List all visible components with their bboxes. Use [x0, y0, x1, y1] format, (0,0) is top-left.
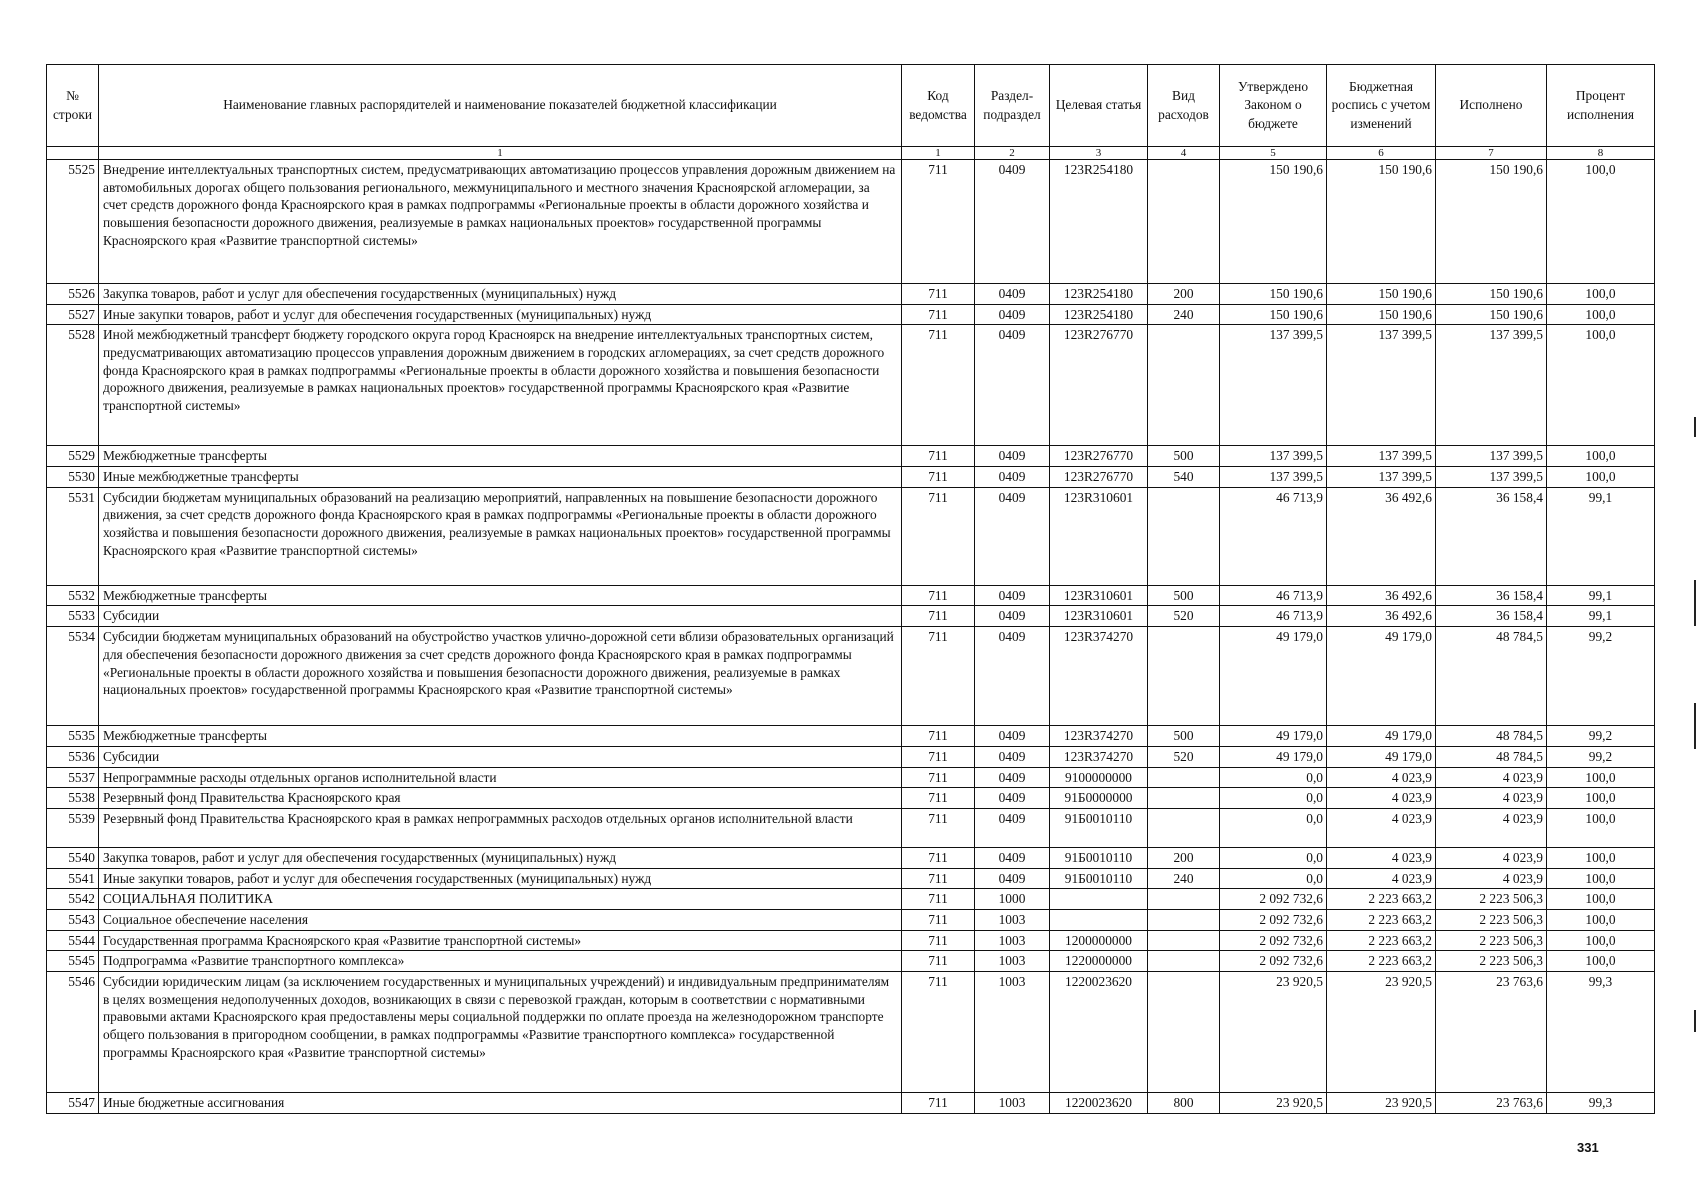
- executed-cell: 36 158,4: [1436, 585, 1547, 606]
- column-index-row: [47, 147, 1655, 160]
- percent-cell: 99,3: [1547, 1093, 1655, 1114]
- table-row: [47, 1093, 1655, 1114]
- approved-cell: 0,0: [1220, 788, 1327, 809]
- row-number-cell: 5538: [47, 788, 99, 809]
- section-cell: 0409: [975, 585, 1050, 606]
- table-row: [47, 606, 1655, 627]
- column-index: 1: [902, 147, 975, 160]
- budget-plan-cell: 137 399,5: [1327, 467, 1436, 488]
- page-number: 331: [1577, 1140, 1599, 1155]
- row-number-cell: 5547: [47, 1093, 99, 1114]
- row-number-cell: 5528: [47, 325, 99, 446]
- approved-cell: 150 190,6: [1220, 284, 1327, 305]
- section-cell: 0409: [975, 847, 1050, 868]
- target-article-cell: 1200000000: [1050, 930, 1148, 951]
- executed-cell: 36 158,4: [1436, 606, 1547, 627]
- target-article-cell: [1050, 909, 1148, 930]
- column-index: 8: [1547, 147, 1655, 160]
- budget-plan-cell: 150 190,6: [1327, 160, 1436, 284]
- approved-cell: 150 190,6: [1220, 160, 1327, 284]
- row-name-cell: Социальное обеспечение населения: [99, 909, 902, 930]
- target-article-cell: 1220023620: [1050, 972, 1148, 1093]
- table-row: [47, 585, 1655, 606]
- budget-plan-cell: 2 223 663,2: [1327, 930, 1436, 951]
- budget-execution-table: [46, 64, 1655, 1114]
- row-number-cell: 5527: [47, 304, 99, 325]
- expense-type-cell: [1148, 487, 1220, 585]
- approved-cell: 46 713,9: [1220, 585, 1327, 606]
- section-cell: 0409: [975, 467, 1050, 488]
- section-cell: 0409: [975, 868, 1050, 889]
- executed-cell: 23 763,6: [1436, 1093, 1547, 1114]
- expense-type-cell: 500: [1148, 726, 1220, 747]
- approved-cell: 2 092 732,6: [1220, 930, 1327, 951]
- section-cell: 0409: [975, 808, 1050, 847]
- table-row: [47, 808, 1655, 847]
- target-article-cell: 91Б0010110: [1050, 868, 1148, 889]
- section-cell: 0409: [975, 325, 1050, 446]
- percent-cell: 99,3: [1547, 972, 1655, 1093]
- column-index: 3: [1050, 147, 1148, 160]
- approved-cell: 2 092 732,6: [1220, 951, 1327, 972]
- budget-plan-cell: 2 223 663,2: [1327, 889, 1436, 910]
- executed-cell: 4 023,9: [1436, 788, 1547, 809]
- department-code-cell: 711: [902, 585, 975, 606]
- row-number-cell: 5537: [47, 767, 99, 788]
- approved-cell: 49 179,0: [1220, 627, 1327, 726]
- percent-cell: 100,0: [1547, 284, 1655, 305]
- budget-plan-cell: 2 223 663,2: [1327, 951, 1436, 972]
- department-code-cell: 711: [902, 726, 975, 747]
- table-row: [47, 446, 1655, 467]
- row-number-cell: 5534: [47, 627, 99, 726]
- budget-plan-cell: 49 179,0: [1327, 726, 1436, 747]
- section-cell: 0409: [975, 284, 1050, 305]
- department-code-cell: 711: [902, 930, 975, 951]
- target-article-cell: 1220023620: [1050, 1093, 1148, 1114]
- target-article-cell: 9100000000: [1050, 767, 1148, 788]
- target-article-cell: 123R310601: [1050, 487, 1148, 585]
- expense-type-cell: [1148, 909, 1220, 930]
- section-cell: 1003: [975, 909, 1050, 930]
- section-cell: 1003: [975, 1093, 1050, 1114]
- percent-cell: 99,2: [1547, 726, 1655, 747]
- budget-plan-cell: 23 920,5: [1327, 972, 1436, 1093]
- budget-plan-cell: 4 023,9: [1327, 808, 1436, 847]
- budget-plan-cell: 2 223 663,2: [1327, 909, 1436, 930]
- approved-cell: 46 713,9: [1220, 606, 1327, 627]
- row-name-cell: Субсидии: [99, 746, 902, 767]
- section-cell: 0409: [975, 446, 1050, 467]
- target-article-cell: [1050, 889, 1148, 910]
- budget-plan-cell: 49 179,0: [1327, 627, 1436, 726]
- target-article-cell: 91Б0010110: [1050, 847, 1148, 868]
- scan-edge-mark: [1694, 703, 1696, 749]
- target-article-cell: 123R254180: [1050, 160, 1148, 284]
- row-name-cell: Иные закупки товаров, работ и услуг для обеспечения государственных (муниципальных) нужд: [99, 304, 902, 325]
- budget-plan-cell: 137 399,5: [1327, 446, 1436, 467]
- table-row: [47, 972, 1655, 1093]
- target-article-cell: 123R276770: [1050, 446, 1148, 467]
- row-number-cell: 5525: [47, 160, 99, 284]
- row-number-cell: 5533: [47, 606, 99, 627]
- department-code-cell: 711: [902, 467, 975, 488]
- expense-type-cell: [1148, 972, 1220, 1093]
- header-percent: Процент исполнения: [1547, 65, 1655, 147]
- row-number-cell: 5536: [47, 746, 99, 767]
- percent-cell: 100,0: [1547, 325, 1655, 446]
- department-code-cell: 711: [902, 1093, 975, 1114]
- target-article-cell: 123R310601: [1050, 585, 1148, 606]
- expense-type-cell: 520: [1148, 746, 1220, 767]
- department-code-cell: 711: [902, 746, 975, 767]
- percent-cell: 100,0: [1547, 951, 1655, 972]
- section-cell: 0409: [975, 726, 1050, 747]
- department-code-cell: 711: [902, 889, 975, 910]
- table-row: [47, 930, 1655, 951]
- budget-plan-cell: 23 920,5: [1327, 1093, 1436, 1114]
- department-code-cell: 711: [902, 160, 975, 284]
- department-code-cell: 711: [902, 325, 975, 446]
- row-number-cell: 5529: [47, 446, 99, 467]
- target-article-cell: 123R374270: [1050, 746, 1148, 767]
- expense-type-cell: 240: [1148, 304, 1220, 325]
- percent-cell: 99,1: [1547, 606, 1655, 627]
- budget-plan-cell: 4 023,9: [1327, 847, 1436, 868]
- table-row: [47, 889, 1655, 910]
- row-name-cell: Субсидии: [99, 606, 902, 627]
- approved-cell: 137 399,5: [1220, 325, 1327, 446]
- expense-type-cell: [1148, 930, 1220, 951]
- department-code-cell: 711: [902, 868, 975, 889]
- section-cell: 1003: [975, 930, 1050, 951]
- section-cell: 1000: [975, 889, 1050, 910]
- percent-cell: 100,0: [1547, 467, 1655, 488]
- budget-plan-cell: 49 179,0: [1327, 746, 1436, 767]
- budget-plan-cell: 36 492,6: [1327, 487, 1436, 585]
- percent-cell: 100,0: [1547, 160, 1655, 284]
- row-name-cell: СОЦИАЛЬНАЯ ПОЛИТИКА: [99, 889, 902, 910]
- section-cell: 0409: [975, 788, 1050, 809]
- table-row: [47, 467, 1655, 488]
- approved-cell: 0,0: [1220, 868, 1327, 889]
- scan-edge-mark: [1694, 417, 1696, 437]
- department-code-cell: 711: [902, 606, 975, 627]
- table-row: [47, 951, 1655, 972]
- executed-cell: 23 763,6: [1436, 972, 1547, 1093]
- target-article-cell: 91Б0000000: [1050, 788, 1148, 809]
- budget-plan-cell: 150 190,6: [1327, 304, 1436, 325]
- table-row: [47, 726, 1655, 747]
- target-article-cell: 123R310601: [1050, 606, 1148, 627]
- executed-cell: 137 399,5: [1436, 467, 1547, 488]
- row-number-cell: 5526: [47, 284, 99, 305]
- executed-cell: 2 223 506,3: [1436, 909, 1547, 930]
- target-article-cell: 123R254180: [1050, 304, 1148, 325]
- department-code-cell: 711: [902, 627, 975, 726]
- header-row-number: № строки: [47, 65, 99, 147]
- percent-cell: 100,0: [1547, 446, 1655, 467]
- row-name-cell: Иные бюджетные ассигнования: [99, 1093, 902, 1114]
- expense-type-cell: [1148, 325, 1220, 446]
- table-row: [47, 284, 1655, 305]
- executed-cell: 4 023,9: [1436, 868, 1547, 889]
- row-name-cell: Субсидии бюджетам муниципальных образований на обустройство участков улично-дорожной сети вблизи образовательных организаций для обеспечения безопасности дорожного движения за счет средств дорожного фонда Красноярского края в рамках подпрограммы «Региональные проекты в области дорожного хозяйства и повышения безопасности дорожного движения, реализуемые в рамках национальных проектов» государственной программы Красноярского края «Развитие транспортной системы»: [99, 627, 902, 726]
- target-article-cell: 123R374270: [1050, 627, 1148, 726]
- executed-cell: 2 223 506,3: [1436, 951, 1547, 972]
- row-name-cell: Резервный фонд Правительства Красноярского края в рамках непрограммных расходов отдельных органов исполнительной власти: [99, 808, 902, 847]
- percent-cell: 100,0: [1547, 788, 1655, 809]
- executed-cell: 137 399,5: [1436, 325, 1547, 446]
- expense-type-cell: 800: [1148, 1093, 1220, 1114]
- header-row: [47, 65, 1655, 147]
- percent-cell: 99,1: [1547, 585, 1655, 606]
- budget-plan-cell: 36 492,6: [1327, 606, 1436, 627]
- approved-cell: 150 190,6: [1220, 304, 1327, 325]
- section-cell: 0409: [975, 304, 1050, 325]
- executed-cell: 4 023,9: [1436, 808, 1547, 847]
- column-index: 2: [975, 147, 1050, 160]
- row-number-cell: 5539: [47, 808, 99, 847]
- executed-cell: 150 190,6: [1436, 304, 1547, 325]
- table-row: [47, 847, 1655, 868]
- section-cell: 1003: [975, 951, 1050, 972]
- target-article-cell: 123R254180: [1050, 284, 1148, 305]
- row-name-cell: Субсидии юридическим лицам (за исключением государственных и муниципальных учреждений) и индивидуальным предпринимателям в целях возмещения недополученных доходов, возникающих в связи с перевозкой граждан, которым в соответствии с нормативными правовыми актами Красноярского края предоставлены меры социальной поддержки по оплате проезда на железнодорожном транспорте общего пользования в пригородном сообщении, в рамках подпрограммы «Развитие транспортного комплекса» государственной программы Красноярского края «Развитие транспортной системы»: [99, 972, 902, 1093]
- row-name-cell: Непрограммные расходы отдельных органов исполнительной власти: [99, 767, 902, 788]
- percent-cell: 99,1: [1547, 487, 1655, 585]
- row-number-cell: 5531: [47, 487, 99, 585]
- row-name-cell: Закупка товаров, работ и услуг для обеспечения государственных (муниципальных) нужд: [99, 847, 902, 868]
- row-name-cell: Субсидии бюджетам муниципальных образований на реализацию мероприятий, направленных на повышение безопасности дорожного движения, за счет средств дорожного фонда Красноярского края в рамках подпрограммы «Региональные проекты в области дорожного хозяйства и повышения безопасности дорожного движения, реализуемые в рамках национальных проектов» государственной программы Красноярского края «Развитие транспортной системы»: [99, 487, 902, 585]
- expense-type-cell: [1148, 808, 1220, 847]
- expense-type-cell: 500: [1148, 585, 1220, 606]
- scan-edge-mark: [1694, 1010, 1696, 1032]
- table-body: [47, 160, 1655, 1114]
- department-code-cell: 711: [902, 847, 975, 868]
- approved-cell: 46 713,9: [1220, 487, 1327, 585]
- percent-cell: 100,0: [1547, 868, 1655, 889]
- row-number-cell: 5546: [47, 972, 99, 1093]
- header-department-code: Код ведомства: [902, 65, 975, 147]
- column-index: 1: [99, 147, 902, 160]
- approved-cell: 2 092 732,6: [1220, 909, 1327, 930]
- header-budget-plan: Бюджетная роспись с учетом изменений: [1327, 65, 1436, 147]
- row-number-cell: 5543: [47, 909, 99, 930]
- table-row: [47, 767, 1655, 788]
- percent-cell: 100,0: [1547, 930, 1655, 951]
- header-target-article: Целевая статья: [1050, 65, 1148, 147]
- column-index: 6: [1327, 147, 1436, 160]
- department-code-cell: 711: [902, 446, 975, 467]
- expense-type-cell: [1148, 951, 1220, 972]
- approved-cell: 0,0: [1220, 847, 1327, 868]
- budget-plan-cell: 137 399,5: [1327, 325, 1436, 446]
- row-number-cell: 5544: [47, 930, 99, 951]
- executed-cell: 2 223 506,3: [1436, 930, 1547, 951]
- percent-cell: 100,0: [1547, 889, 1655, 910]
- executed-cell: 4 023,9: [1436, 847, 1547, 868]
- scan-edge-mark: [1694, 580, 1696, 626]
- row-name-cell: Государственная программа Красноярского края «Развитие транспортной системы»: [99, 930, 902, 951]
- approved-cell: 137 399,5: [1220, 467, 1327, 488]
- budget-plan-cell: 4 023,9: [1327, 868, 1436, 889]
- expense-type-cell: [1148, 767, 1220, 788]
- department-code-cell: 711: [902, 284, 975, 305]
- section-cell: 0409: [975, 627, 1050, 726]
- expense-type-cell: [1148, 889, 1220, 910]
- percent-cell: 99,2: [1547, 627, 1655, 726]
- row-name-cell: Иные межбюджетные трансферты: [99, 467, 902, 488]
- row-number-cell: 5535: [47, 726, 99, 747]
- row-name-cell: Внедрение интеллектуальных транспортных систем, предусматривающих автоматизацию процессов управления дорожным движением на автомобильных дорогах общего пользования регионального, межмуниципального и местного значения Красноярской агломерации, за счет средств дорожного фонда Красноярского края в рамках подпрограммы «Региональные проекты в области дорожного хозяйства и повышения безопасности дорожного движения, реализуемые в рамках национальных проектов» государственной программы Красноярского края «Развитие транспортной системы»: [99, 160, 902, 284]
- executed-cell: 137 399,5: [1436, 446, 1547, 467]
- approved-cell: 49 179,0: [1220, 746, 1327, 767]
- department-code-cell: 711: [902, 304, 975, 325]
- department-code-cell: 711: [902, 972, 975, 1093]
- executed-cell: 48 784,5: [1436, 627, 1547, 726]
- column-index: [47, 147, 99, 160]
- executed-cell: 2 223 506,3: [1436, 889, 1547, 910]
- approved-cell: 23 920,5: [1220, 1093, 1327, 1114]
- row-name-cell: Межбюджетные трансферты: [99, 726, 902, 747]
- budget-plan-cell: 150 190,6: [1327, 284, 1436, 305]
- executed-cell: 150 190,6: [1436, 160, 1547, 284]
- row-name-cell: Межбюджетные трансферты: [99, 446, 902, 467]
- section-cell: 0409: [975, 606, 1050, 627]
- expense-type-cell: 200: [1148, 284, 1220, 305]
- expense-type-cell: 540: [1148, 467, 1220, 488]
- department-code-cell: 711: [902, 808, 975, 847]
- department-code-cell: 711: [902, 909, 975, 930]
- percent-cell: 100,0: [1547, 808, 1655, 847]
- table-row: [47, 304, 1655, 325]
- target-article-cell: 123R276770: [1050, 467, 1148, 488]
- section-cell: 0409: [975, 767, 1050, 788]
- expense-type-cell: [1148, 160, 1220, 284]
- row-name-cell: Подпрограмма «Развитие транспортного комплекса»: [99, 951, 902, 972]
- approved-cell: 2 092 732,6: [1220, 889, 1327, 910]
- header-approved: Утверждено Законом о бюджете: [1220, 65, 1327, 147]
- header-name: Наименование главных распорядителей и наименование показателей бюджетной классификации: [99, 65, 902, 147]
- department-code-cell: 711: [902, 951, 975, 972]
- expense-type-cell: [1148, 627, 1220, 726]
- row-number-cell: 5532: [47, 585, 99, 606]
- column-index: 4: [1148, 147, 1220, 160]
- percent-cell: 100,0: [1547, 847, 1655, 868]
- row-number-cell: 5541: [47, 868, 99, 889]
- percent-cell: 100,0: [1547, 909, 1655, 930]
- percent-cell: 100,0: [1547, 767, 1655, 788]
- header-expense-type: Вид расходов: [1148, 65, 1220, 147]
- table-row: [47, 868, 1655, 889]
- header-section: Раздел-подраздел: [975, 65, 1050, 147]
- department-code-cell: 711: [902, 487, 975, 585]
- percent-cell: 100,0: [1547, 304, 1655, 325]
- table-row: [47, 909, 1655, 930]
- department-code-cell: 711: [902, 767, 975, 788]
- target-article-cell: 123R374270: [1050, 726, 1148, 747]
- approved-cell: 23 920,5: [1220, 972, 1327, 1093]
- department-code-cell: 711: [902, 788, 975, 809]
- row-number-cell: 5540: [47, 847, 99, 868]
- table-row: [47, 627, 1655, 726]
- approved-cell: 0,0: [1220, 767, 1327, 788]
- expense-type-cell: 200: [1148, 847, 1220, 868]
- row-number-cell: 5530: [47, 467, 99, 488]
- approved-cell: 137 399,5: [1220, 446, 1327, 467]
- table-row: [47, 487, 1655, 585]
- table-row: [47, 325, 1655, 446]
- target-article-cell: 123R276770: [1050, 325, 1148, 446]
- expense-type-cell: 520: [1148, 606, 1220, 627]
- expense-type-cell: 500: [1148, 446, 1220, 467]
- row-name-cell: Межбюджетные трансферты: [99, 585, 902, 606]
- row-name-cell: Иной межбюджетный трансферт бюджету городского округа город Красноярск на внедрение интеллектуальных транспортных систем, предусматривающих автоматизацию процессов управления дорожным движением в городских агломерациях, за счет средств дорожного фонда Красноярского края в рамках подпрограммы «Региональные проекты в области дорожного хозяйства и повышения безопасности дорожного движения, реализуемые в рамках национальных проектов» государственной программы Красноярского края «Развитие транспортной системы»: [99, 325, 902, 446]
- expense-type-cell: 240: [1148, 868, 1220, 889]
- section-cell: 0409: [975, 487, 1050, 585]
- target-article-cell: 1220000000: [1050, 951, 1148, 972]
- percent-cell: 99,2: [1547, 746, 1655, 767]
- budget-plan-cell: 4 023,9: [1327, 767, 1436, 788]
- section-cell: 1003: [975, 972, 1050, 1093]
- row-number-cell: 5545: [47, 951, 99, 972]
- section-cell: 0409: [975, 746, 1050, 767]
- row-name-cell: Иные закупки товаров, работ и услуг для обеспечения государственных (муниципальных) нужд: [99, 868, 902, 889]
- table-row: [47, 160, 1655, 284]
- column-index: 5: [1220, 147, 1327, 160]
- section-cell: 0409: [975, 160, 1050, 284]
- approved-cell: 49 179,0: [1220, 726, 1327, 747]
- table-row: [47, 788, 1655, 809]
- executed-cell: 36 158,4: [1436, 487, 1547, 585]
- row-name-cell: Резервный фонд Правительства Красноярского края: [99, 788, 902, 809]
- executed-cell: 150 190,6: [1436, 284, 1547, 305]
- row-number-cell: 5542: [47, 889, 99, 910]
- row-name-cell: Закупка товаров, работ и услуг для обеспечения государственных (муниципальных) нужд: [99, 284, 902, 305]
- expense-type-cell: [1148, 788, 1220, 809]
- target-article-cell: 91Б0010110: [1050, 808, 1148, 847]
- executed-cell: 48 784,5: [1436, 746, 1547, 767]
- executed-cell: 48 784,5: [1436, 726, 1547, 747]
- budget-plan-cell: 36 492,6: [1327, 585, 1436, 606]
- header-executed: Исполнено: [1436, 65, 1547, 147]
- table-row: [47, 746, 1655, 767]
- budget-plan-cell: 4 023,9: [1327, 788, 1436, 809]
- approved-cell: 0,0: [1220, 808, 1327, 847]
- executed-cell: 4 023,9: [1436, 767, 1547, 788]
- column-index: 7: [1436, 147, 1547, 160]
